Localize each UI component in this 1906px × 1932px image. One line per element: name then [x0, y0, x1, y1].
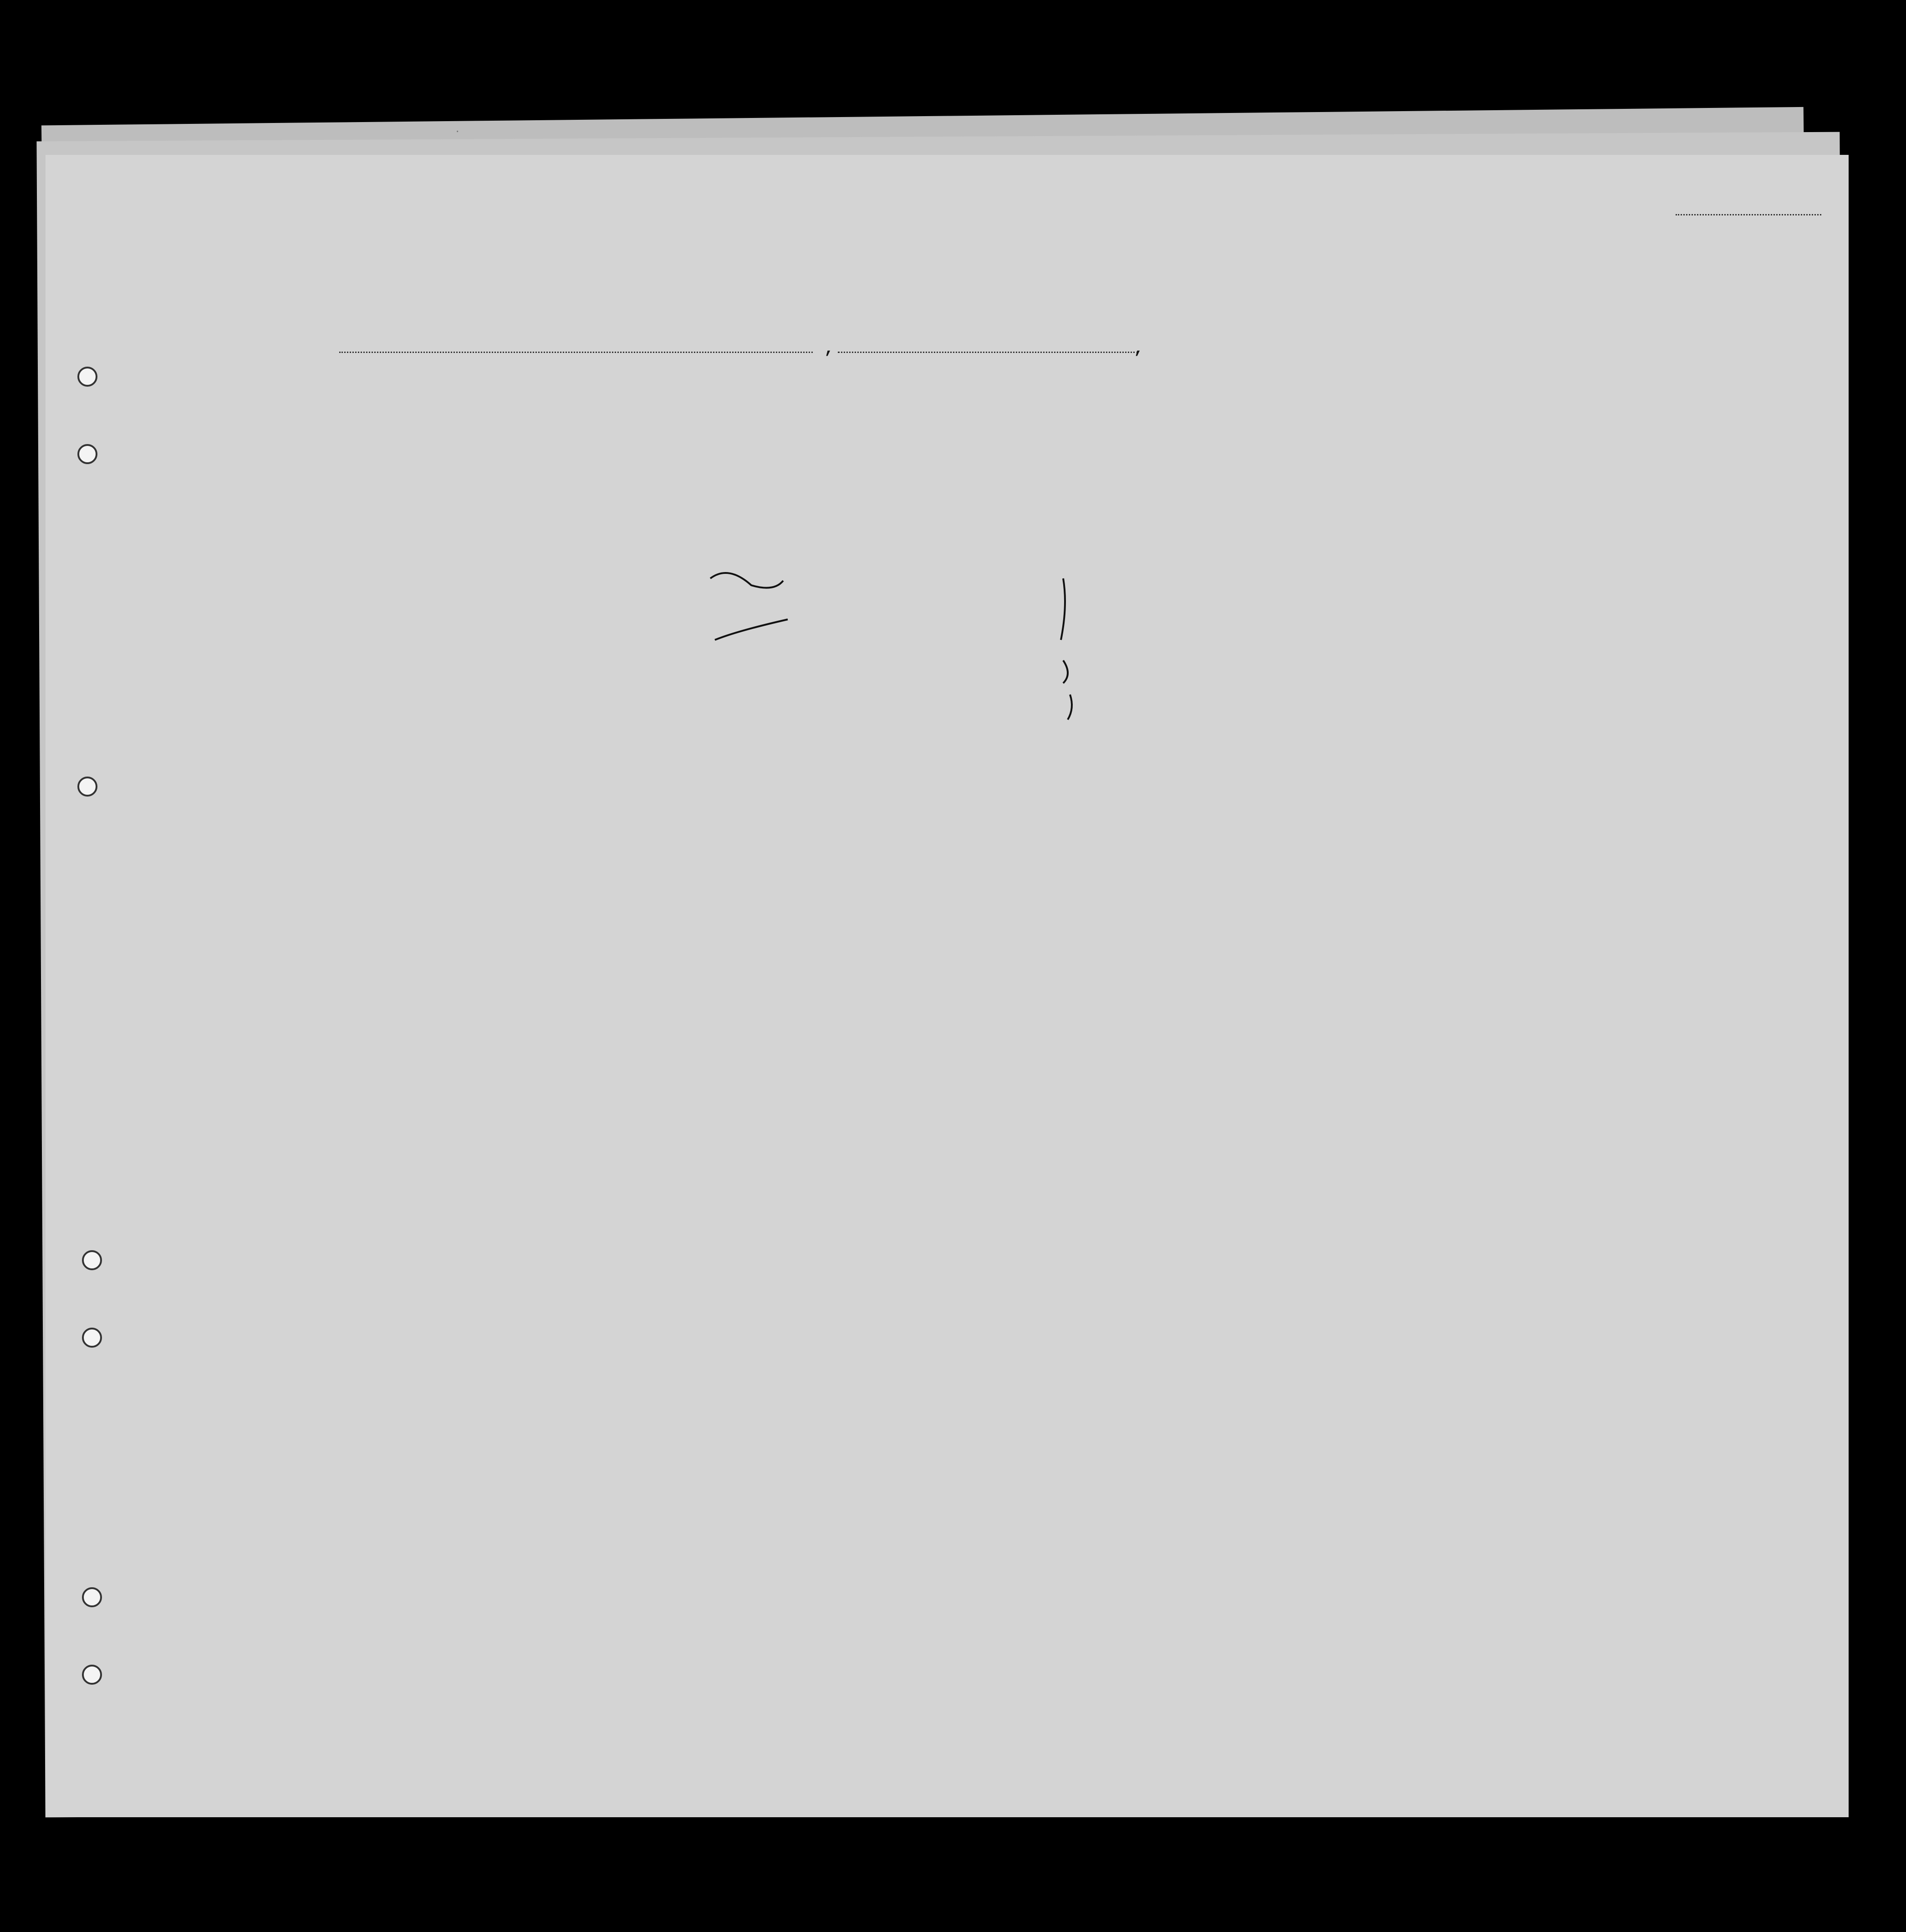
faded-stamp: .	[454, 120, 460, 135]
